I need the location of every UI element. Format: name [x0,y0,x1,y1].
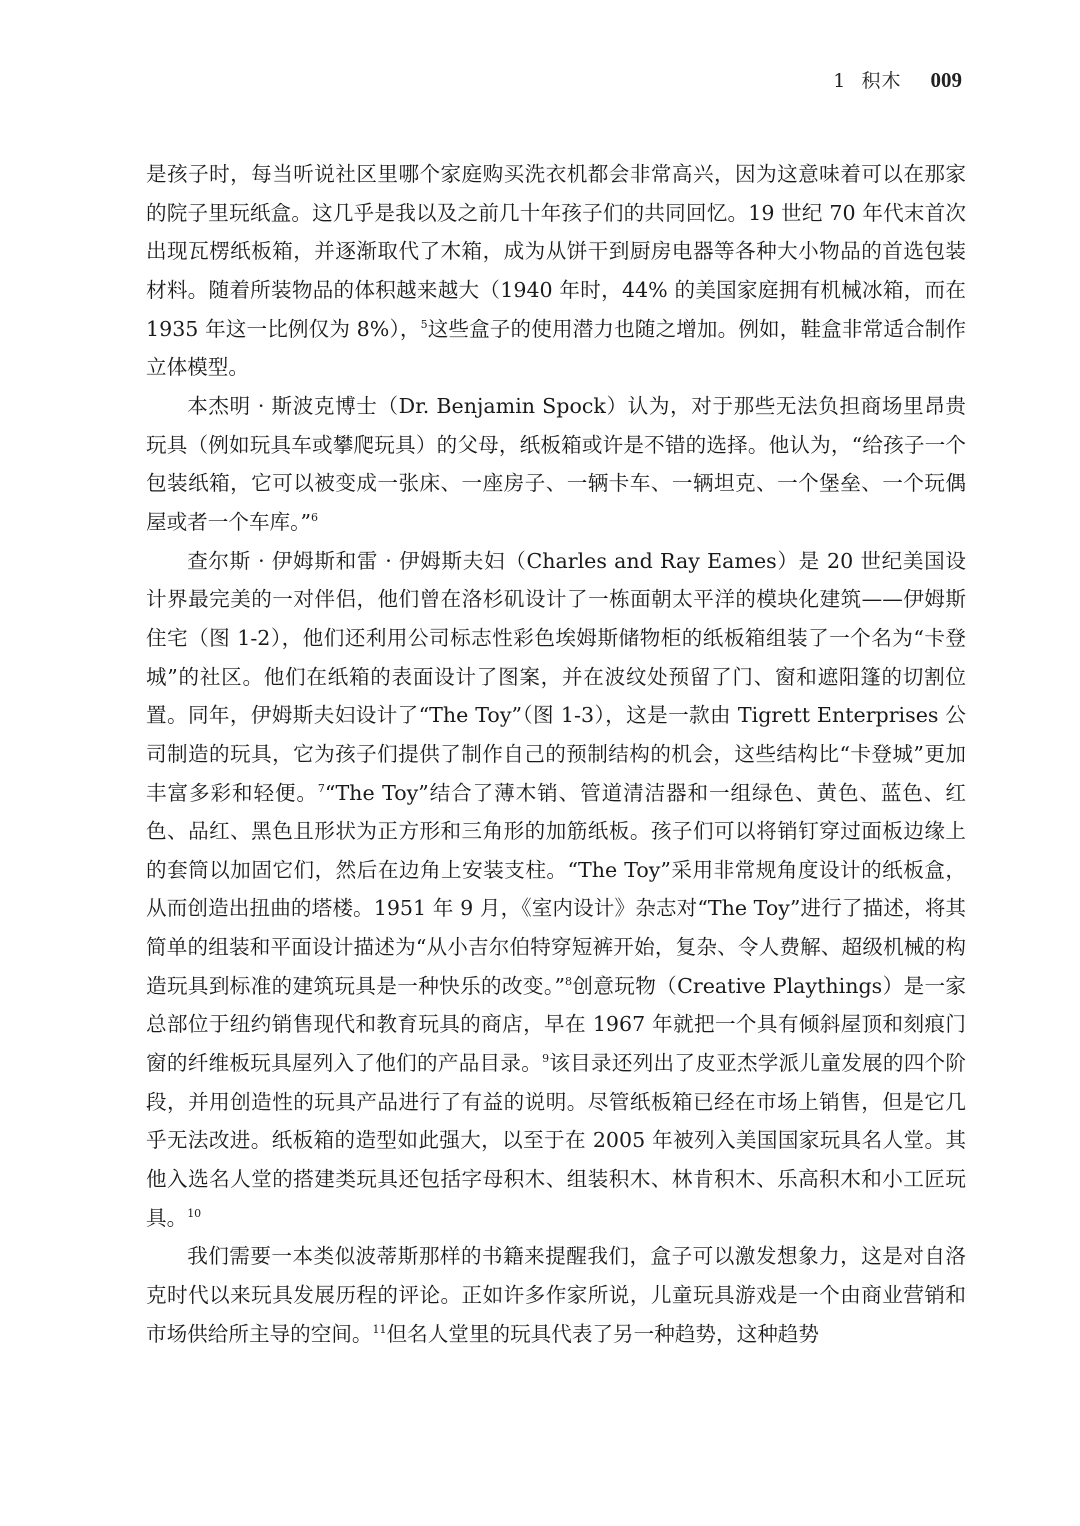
footnote-ref-11: 11 [372,1322,387,1336]
footnote-ref-6: 6 [310,511,318,525]
chapter-title: 积木 [861,70,902,92]
footnote-ref-9: 9 [542,1052,550,1066]
paragraph-2 [146,387,966,542]
paragraph-1 [146,155,966,387]
paragraph-3-text-b: “The Toy”结合了薄木销、管道清洁器和一组绿色、黄色、蓝色、红色、品红、黑色且形状为正方形和三角形的加筋纸板。孩子们可以将销钉穿过面板边缘上的套筒以加固它们，然后在边角上安装支柱。“The Toy”采用非常规角度设计的纸板盒，从而创造出扭曲的塔楼。1951 年 9 月，《室内设计》杂志对“The Toy”进行了描述，将其简单的组装和平面设计描述为“从小吉尔伯特穿短裤开始，复杂、令人费解、超级机械的构造玩具到标准的建筑玩具是一种快乐的改变。” [146,780,966,998]
running-header [833,66,962,93]
paragraph-4-text-b: 但名人堂里的玩具代表了另一种趋势，这种趋势 [386,1321,819,1346]
paragraph-3 [146,542,966,1238]
paragraph-1-text-a: 是孩子时，每当听说社区里哪个家庭购买洗衣机都会非常高兴，因为这意味着可以在那家的院子里玩纸盒。这几乎是我以及之前几十年孩子们的共同回忆。19 世纪 70 年代末首次出现瓦楞纸板箱，并逐渐取代了木箱，成为从饼干到厨房电器等各种大小物品的首选包装材料。随着所装物品的体积越来越大（1940 年时，44% 的美国家庭拥有机械冰箱，而在 1935 年这一比例仅为 8%）， [146,162,966,341]
paragraph-1-text-b: 这些盒子的使用潜力也随之增加。例如，鞋盒非常适合制作立体模型。 [146,316,967,380]
paragraph-2-text-a: 本杰明 · 斯波克博士（Dr. Benjamin Spock）认为，对于那些无法负担商场里昂贵玩具（例如玩具车或攀爬玩具）的父母，纸板箱或许是不错的选择。他认为，“给孩子一个包装纸箱，它可以被变成一张床、一座房子、一辆卡车、一辆坦克、一个堡垒、一个玩偶屋或者一个车库。” [146,393,966,534]
footnote-ref-10: 10 [187,1206,202,1220]
page-number: 009 [930,68,962,92]
footnote-ref-7: 7 [317,781,325,795]
body-text [146,155,966,1353]
paragraph-3-text-c: 创意玩物（Creative Playthings）是一家总部位于纽约销售现代和教育玩具的商店，早在 1967 年就把一个具有倾斜屋顶和刻痕门窗的纤维板玩具屋列入了他们的产品目录。 [146,973,966,1076]
chapter-number: 1 [833,70,847,92]
paragraph-4 [146,1237,966,1353]
footnote-ref-8: 8 [565,974,573,988]
paragraph-3-text-a: 查尔斯 · 伊姆斯和雷 · 伊姆斯夫妇（Charles and Ray Eames）是 20 世纪美国设计界最完美的一对伴侣，他们曾在洛杉矶设计了一栋面朝太平洋的模块化建筑——伊姆斯住宅（图 1-2），他们还利用公司标志性彩色埃姆斯储物柜的纸板箱组装了一个名为“卡登城”的社区。他们在纸箱的表面设计了图案，并在波纹处预留了门、窗和遮阳篷的切割位置。同年，伊姆斯夫妇设计了“The Toy”（图 1-3），这是一款由 Tigrett Enterprises 公司制造的玩具，它为孩子们提供了制作自己的预制结构的机会，这些结构比“卡登城”更加丰富多彩和轻便。 [146,548,966,805]
footnote-ref-5: 5 [420,317,428,331]
paragraph-4-text-a: 我们需要一本类似波蒂斯那样的书籍来提醒我们，盒子可以激发想象力，这是对自洛克时代以来玩具发展历程的评论。正如许多作家所说，儿童玩具游戏是一个由商业营销和市场供给所主导的空间。 [146,1244,966,1346]
paragraph-3-text-d: 该目录还列出了皮亚杰学派儿童发展的四个阶段，并用创造性的玩具产品进行了有益的说明。尽管纸板箱已经在市场上销售，但是它几乎无法改进。纸板箱的造型如此强大，以至于在 2005 年被列入美国国家玩具名人堂。其他入选名人堂的搭建类玩具还包括字母积木、组装积木、林肯积木、乐高积木和小工匠玩具。 [146,1051,966,1230]
